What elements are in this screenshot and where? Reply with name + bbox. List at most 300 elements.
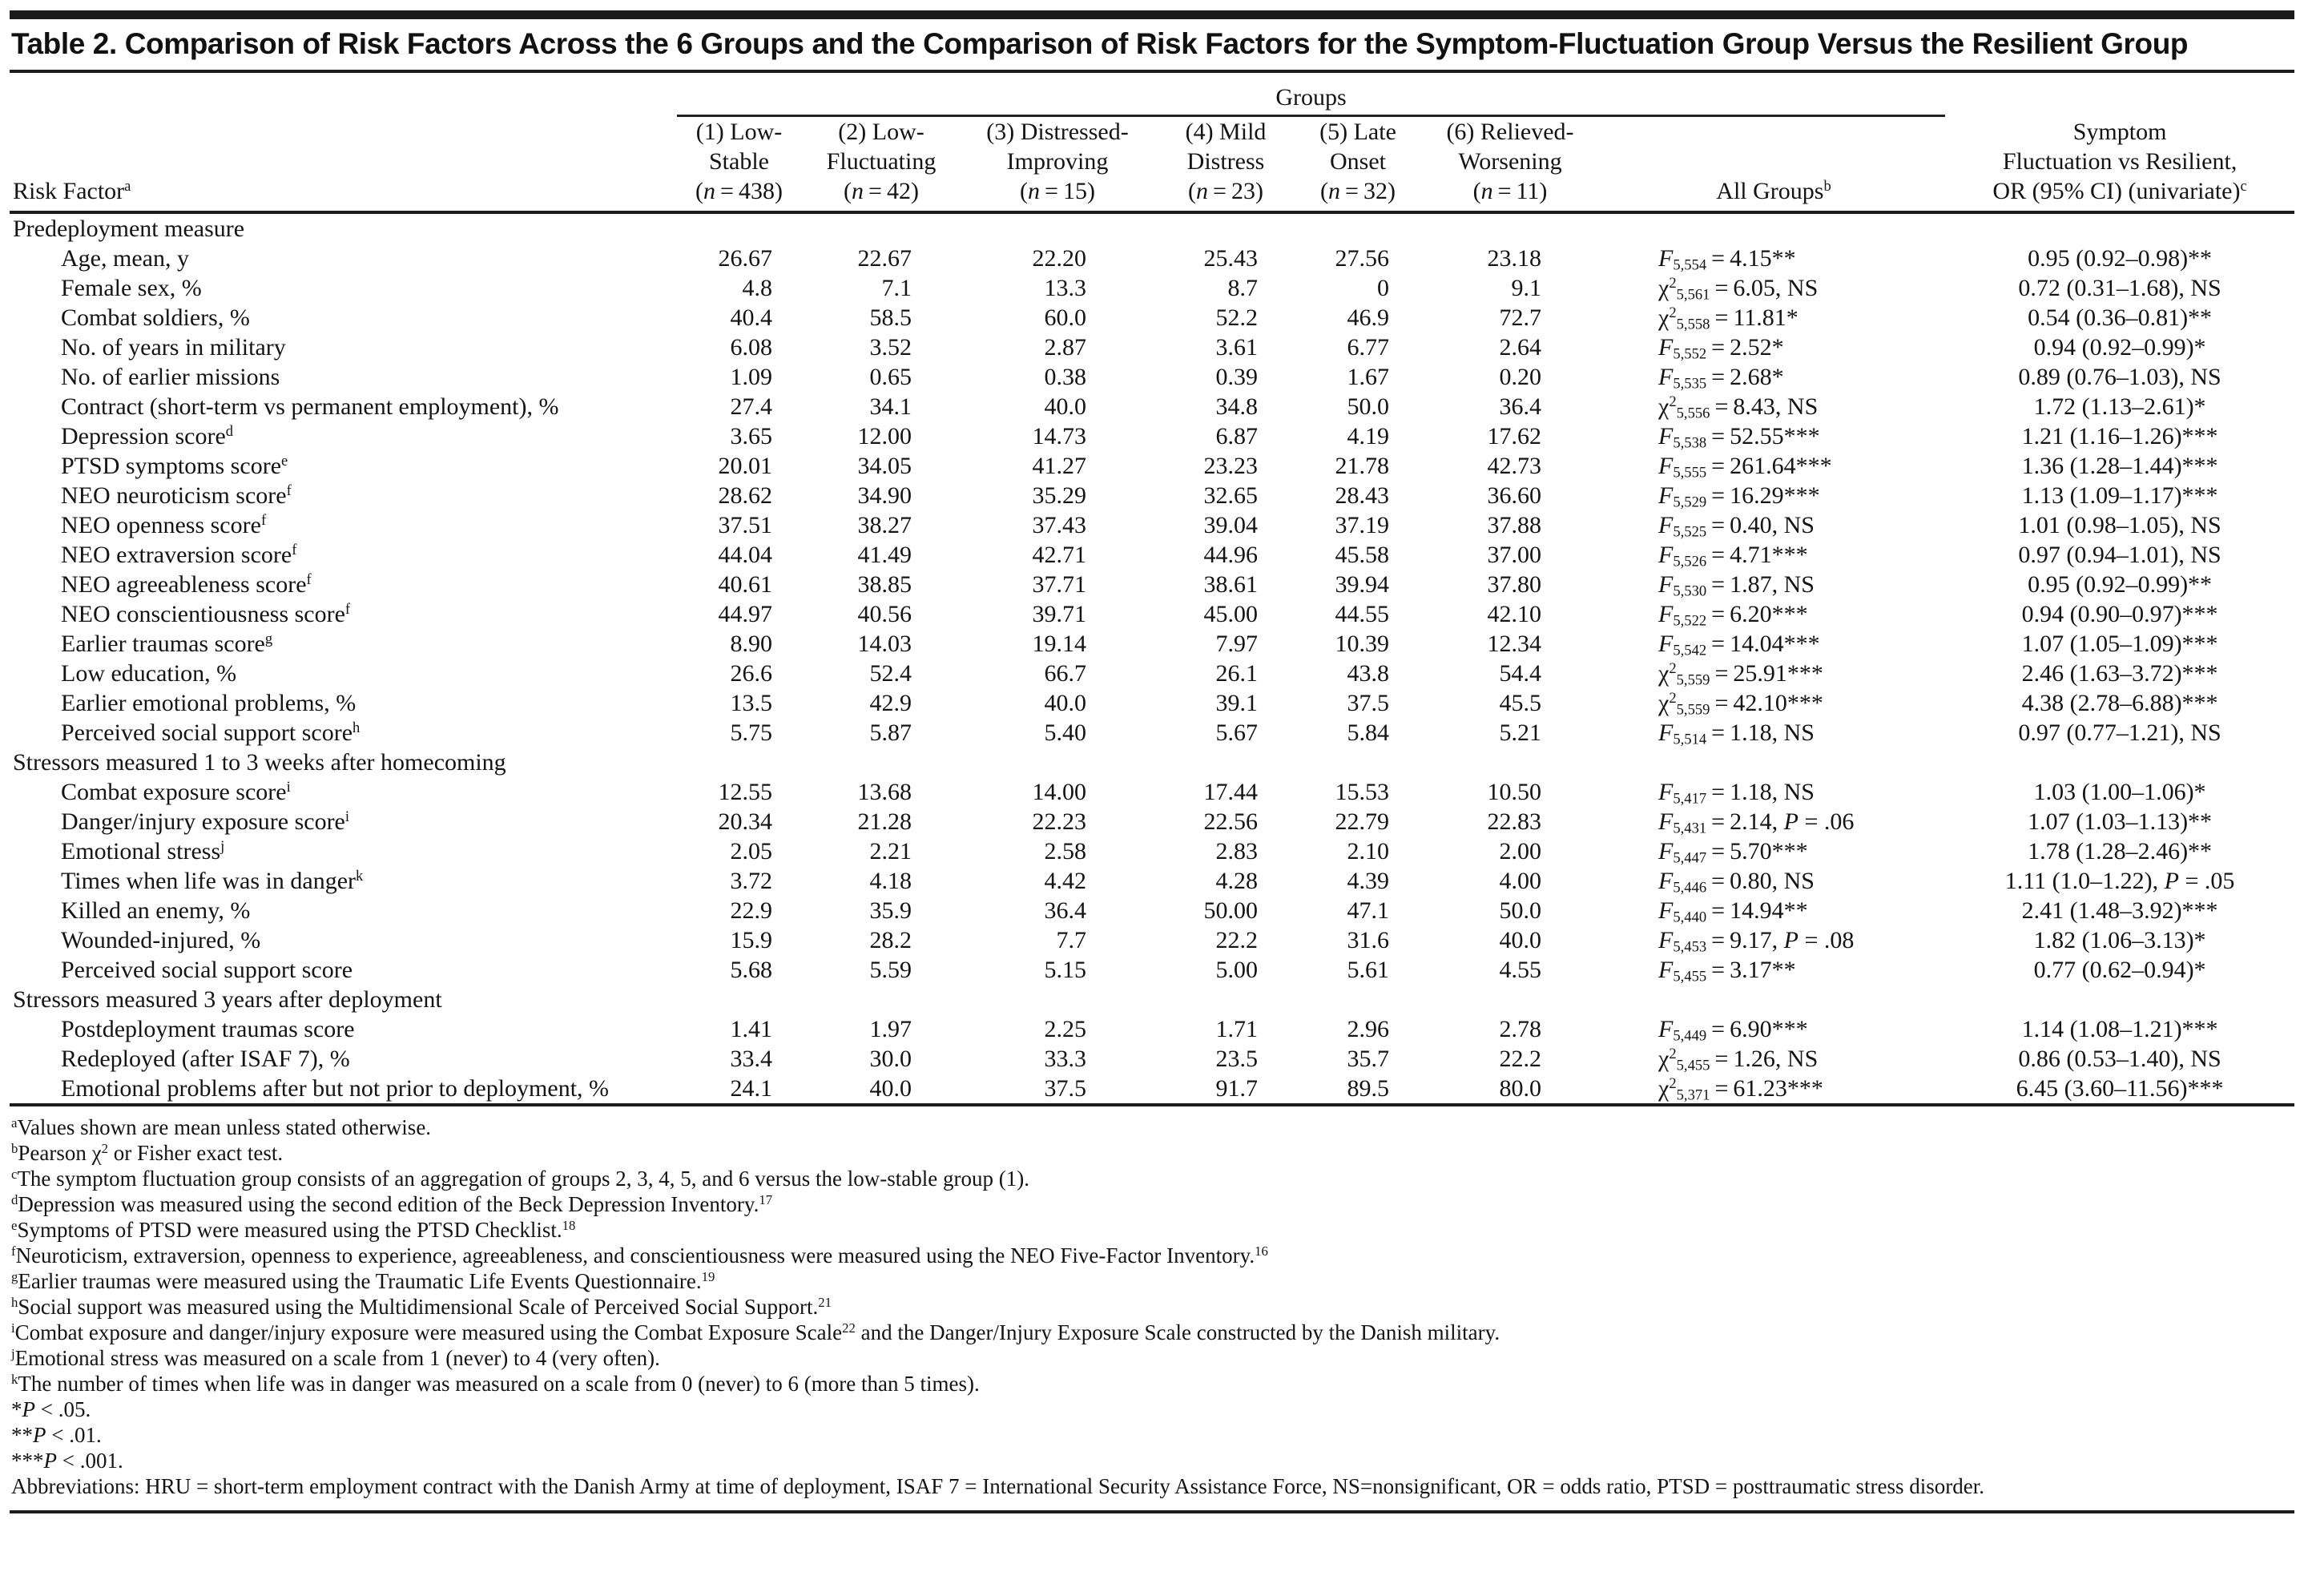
stat-cell: $F_{5,542} = 14.04***$ — [1658, 631, 1820, 659]
or-cell: 0.94 (0.90–0.97)*** — [2021, 601, 2218, 627]
value-cell: 2.64 — [1499, 334, 1541, 361]
or-cell: 6.45 (3.60–11.56)*** — [1945, 1074, 2294, 1105]
value-cell: 3.52 — [869, 334, 912, 361]
value-cell: 8.7 — [1227, 275, 1258, 301]
footnote: $^c$The symptom fluctuation group consists of an aggregation of groups 2, 3, 4, 5, and 6 versus the low-stable group (1). — [11, 1166, 1029, 1191]
value-cell: 26.1 — [1215, 660, 1258, 687]
stat-cell: $\chi^2_{5,559} = 42.10***$ — [1658, 689, 1823, 719]
stat-cell: $F_{5,529} = 16.29***$ — [1658, 482, 1820, 511]
row-label: Earlier emotional problems, % — [61, 690, 356, 716]
stat-cell: $\chi^2_{5,371} = 61.23***$ — [1602, 1074, 1945, 1105]
value-cell: 43.8 — [1347, 660, 1389, 687]
value-cell: 80.0 — [1418, 1074, 1602, 1105]
value-cell: 38.85 — [857, 571, 912, 598]
or-cell: 1.14 (1.08–1.21)*** — [2021, 1016, 2218, 1042]
or-cell: 2.41 (1.48–3.92)*** — [2021, 897, 2218, 924]
table-row — [10, 244, 2294, 273]
section-heading-row — [10, 212, 2294, 244]
spanner-spacer-right — [1945, 73, 2294, 116]
value-cell: 42.73 — [1487, 453, 1541, 479]
table-title: Table 2. Comparison of Risk Factors Across the 6 Groups and the Comparison of Risk Factors for the Symptom-Fluctuation Group Versus the Resilient Group — [11, 27, 2189, 60]
or-cell: 1.07 (1.03–1.13)** — [2028, 808, 2213, 835]
value-cell: 38.27 — [857, 512, 912, 538]
journal-table-page — [0, 10, 2304, 1513]
row-label: No. of earlier missions — [61, 364, 280, 390]
value-cell: 5.59 — [869, 957, 912, 983]
value-cell: 22.20 — [1032, 245, 1086, 272]
value-cell: 45.00 — [1203, 601, 1258, 627]
risk-factor-header-label: Risk Factor — [13, 178, 125, 204]
value-cell: 42.9 — [869, 690, 912, 716]
footnote: $^h$Social support was measured using the Multidimensional Scale of Perceived Social Support.$^{21}$ — [11, 1294, 832, 1319]
or-cell: 0.77 (0.62–0.94)* — [2033, 957, 2206, 983]
all-groups-header — [1602, 116, 1945, 213]
value-cell: 5.68 — [730, 957, 772, 983]
row-label: Emotional stress$^j$ — [61, 837, 225, 864]
stat-cell: $F_{5,538} = 52.55***$ — [1658, 423, 1820, 452]
value-cell: 0.65 — [869, 364, 912, 390]
footnote: $^j$Emotional stress was measured on a scale from 1 (never) to 4 (very often). — [11, 1345, 660, 1370]
value-cell: 54.4 — [1499, 660, 1541, 687]
stat-cell: $F_{5,447} = 5.70***$ — [1658, 838, 1808, 867]
value-cell: 20.34 — [718, 808, 772, 835]
value-cell: 4.00 — [1499, 868, 1541, 894]
value-cell: 27.56 — [1335, 245, 1389, 272]
value-cell: 17.44 — [1203, 779, 1258, 805]
value-cell: 28.43 — [1335, 482, 1389, 509]
row-label: Age, mean, y — [61, 245, 189, 272]
value-cell: 0.38 — [1044, 364, 1086, 390]
row-label: Contract (short-term vs permanent employment), % — [61, 393, 559, 420]
table-row — [10, 866, 2294, 896]
row-label: Redeployed (after ISAF 7), % — [61, 1046, 350, 1072]
stat-cell: $F_{5,455} = 3.17**$ — [1658, 957, 1796, 985]
value-cell: 37.43 — [1032, 512, 1086, 538]
stat-cell: $F_{5,554} = 4.15**$ — [1658, 245, 1796, 274]
column-header-row — [10, 116, 2294, 213]
value-cell: 12.55 — [718, 779, 772, 805]
value-cell: 2.21 — [869, 838, 912, 864]
value-cell: 22.2 — [1215, 927, 1258, 953]
stat-cell: $F_{5,526} = 4.71***$ — [1658, 542, 1808, 570]
risk-factor-header-note: a — [124, 177, 131, 195]
row-label: Wounded-injured, % — [61, 927, 261, 953]
footnote: **P < .01. — [11, 1423, 102, 1447]
or-cell: 1.72 (1.13–2.61)* — [2033, 393, 2206, 420]
footnotes — [10, 1106, 2294, 1499]
stat-cell: $F_{5,525} = 0.40$, NS — [1658, 512, 1815, 541]
value-cell: 4.39 — [1347, 868, 1389, 894]
group-column-header: (6) Relieved- Worsening (n = 11) — [1418, 116, 1602, 213]
stat-cell: $\chi^2_{5,556} = 8.43$, NS — [1658, 393, 1819, 422]
value-cell: 40.0 — [1044, 690, 1086, 716]
value-cell: 39.71 — [1032, 601, 1086, 627]
stat-cell: $F_{5,555} = 261.64***$ — [1658, 453, 1832, 482]
value-cell: 10.50 — [1487, 779, 1541, 805]
table-row — [10, 303, 2294, 332]
value-cell: 42.71 — [1032, 542, 1086, 568]
row-label: Female sex, % — [61, 275, 202, 301]
value-cell: 41.27 — [1032, 453, 1086, 479]
value-cell: 6.87 — [1215, 423, 1258, 449]
value-cell: 12.00 — [857, 423, 912, 449]
footnote: $^f$Neuroticism, extraversion, openness to experience, agreeableness, and conscientiousness were measured using the NEO Five-Factor Inventory.$^{16}$ — [11, 1243, 1268, 1268]
row-label: NEO openness score$^f$ — [61, 511, 267, 538]
value-cell: 37.19 — [1335, 512, 1389, 538]
value-cell: 5.67 — [1215, 719, 1258, 746]
table-row — [10, 510, 2294, 540]
row-label: PTSD symptoms score$^e$ — [61, 452, 288, 479]
value-cell: 60.0 — [1044, 304, 1086, 331]
row-label: NEO agreeableness score$^f$ — [61, 570, 312, 598]
or-cell: 1.36 (1.28–1.44)*** — [2021, 453, 2218, 479]
value-cell: 40.0 — [1499, 927, 1541, 953]
stat-cell: $F_{5,440} = 14.94**$ — [1658, 897, 1808, 926]
value-cell: 42.10 — [1487, 601, 1541, 627]
row-label: Perceived social support score$^h$ — [61, 719, 361, 746]
value-cell: 2.58 — [1044, 838, 1086, 864]
value-cell: 8.90 — [730, 631, 772, 657]
table-row — [10, 540, 2294, 570]
value-cell: 52.4 — [869, 660, 912, 687]
value-cell: 39.1 — [1215, 690, 1258, 716]
value-cell: 32.65 — [1203, 482, 1258, 509]
value-cell: 34.90 — [857, 482, 912, 509]
value-cell: 24.1 — [677, 1074, 801, 1105]
or-cell: 1.82 (1.06–3.13)* — [2033, 927, 2206, 953]
stat-cell: $\chi^2_{5,561} = 6.05$, NS — [1658, 274, 1819, 304]
value-cell: 20.01 — [718, 453, 772, 479]
value-cell: 1.67 — [1347, 364, 1389, 390]
groups-spanner-row — [10, 73, 2294, 116]
value-cell: 13.5 — [730, 690, 772, 716]
value-cell: 5.61 — [1347, 957, 1389, 983]
value-cell: 2.25 — [1044, 1016, 1086, 1042]
group-column-header: (5) Late Onset (n = 32) — [1298, 116, 1418, 213]
value-cell: 91.7 — [1154, 1074, 1298, 1105]
value-cell: 34.05 — [857, 453, 912, 479]
footnote: $^k$The number of times when life was in danger was measured on a scale from 0 (never) to 6 (more than 5 times). — [11, 1371, 980, 1396]
value-cell: 44.96 — [1203, 542, 1258, 568]
table-row — [10, 925, 2294, 955]
value-cell: 13.3 — [1044, 275, 1086, 301]
value-cell: 45.5 — [1499, 690, 1541, 716]
value-cell: 22.79 — [1335, 808, 1389, 835]
table-row — [10, 392, 2294, 421]
value-cell: 2.78 — [1499, 1016, 1541, 1042]
or-cell: 0.72 (0.31–1.68), NS — [2018, 275, 2221, 301]
value-cell: 26.6 — [730, 660, 772, 687]
value-cell: 7.1 — [881, 275, 912, 301]
group-column-header: (2) Low- Fluctuating (n = 42) — [801, 116, 961, 213]
value-cell: 4.42 — [1044, 868, 1086, 894]
row-label: No. of years in military — [61, 334, 286, 361]
all-groups-header-label: All Groups — [1716, 178, 1824, 204]
row-label: Low education, % — [61, 660, 237, 687]
value-cell: 7.7 — [1056, 927, 1086, 953]
table-row — [10, 1074, 2294, 1105]
value-cell: 31.6 — [1347, 927, 1389, 953]
or-cell: 2.46 (1.63–3.72)*** — [2021, 660, 2218, 687]
value-cell: 4.18 — [869, 868, 912, 894]
value-cell: 52.2 — [1215, 304, 1258, 331]
row-label: NEO neuroticism score$^f$ — [61, 482, 292, 509]
table-row — [10, 688, 2294, 718]
value-cell: 1.97 — [869, 1016, 912, 1042]
or-cell: 1.21 (1.16–1.26)*** — [2021, 423, 2218, 449]
value-cell: 21.78 — [1335, 453, 1389, 479]
value-cell: 50.0 — [1499, 897, 1541, 924]
risk-factor-header — [10, 116, 677, 213]
or-header-line3: OR (95% CI) (univariate)$^c$ — [1992, 177, 2247, 204]
value-cell: 2.05 — [730, 838, 772, 864]
or-cell: 0.95 (0.92–0.99)** — [2028, 571, 2213, 598]
section-heading: Stressors measured 1 to 3 weeks after homecoming — [13, 749, 506, 776]
value-cell: 14.03 — [857, 631, 912, 657]
value-cell: 45.58 — [1335, 542, 1389, 568]
or-header-line2: Fluctuation vs Resilient, — [2002, 148, 2238, 175]
table-row — [10, 1014, 2294, 1044]
section-heading-row — [10, 748, 2294, 777]
value-cell: 10.39 — [1335, 631, 1389, 657]
value-cell: 37.71 — [1032, 571, 1086, 598]
value-cell: 5.15 — [1044, 957, 1086, 983]
value-cell: 6.08 — [730, 334, 772, 361]
value-cell: 22.67 — [857, 245, 912, 272]
or-cell: 1.11 (1.0–1.22), P = .05 — [2004, 868, 2235, 894]
value-cell: 2.96 — [1347, 1016, 1389, 1042]
group-column-header: (1) Low- Stable (n = 438) — [677, 116, 801, 213]
value-cell: 50.0 — [1347, 393, 1389, 420]
value-cell: 40.4 — [730, 304, 772, 331]
group-column-header: (3) Distressed- Improving (n = 15) — [961, 116, 1154, 213]
footnote: $^a$Values shown are mean unless stated otherwise. — [11, 1114, 432, 1139]
spanner-spacer-left — [10, 73, 677, 116]
value-cell: 30.0 — [869, 1046, 912, 1072]
stat-cell: $F_{5,417} = 1.18$, NS — [1658, 779, 1815, 808]
table-row — [10, 1044, 2294, 1074]
value-cell: 4.8 — [742, 275, 772, 301]
value-cell: 4.19 — [1347, 423, 1389, 449]
value-cell: 37.88 — [1487, 512, 1541, 538]
value-cell: 2.00 — [1499, 838, 1541, 864]
stat-cell: $\chi^2_{5,559} = 25.91***$ — [1658, 659, 1823, 689]
row-label: Earlier traumas score$^g$ — [61, 630, 273, 657]
value-cell: 13.68 — [857, 779, 912, 805]
footnote: $^i$Combat exposure and danger/injury exposure were measured using the Combat Exposure Scale$^{22}$ and the Danger/Injury Exposure Scale constructed by the Danish military. — [11, 1320, 1500, 1344]
or-cell: 0.95 (0.92–0.98)** — [2028, 245, 2213, 272]
value-cell: 66.7 — [1044, 660, 1086, 687]
value-cell: 3.65 — [730, 423, 772, 449]
table-row — [10, 659, 2294, 688]
value-cell: 47.1 — [1347, 897, 1389, 924]
row-label: Killed an enemy, % — [61, 897, 251, 924]
table-row — [10, 718, 2294, 748]
value-cell: 2.87 — [1044, 334, 1086, 361]
value-cell: 2.10 — [1347, 838, 1389, 864]
or-cell: 0.94 (0.92–0.99)* — [2033, 334, 2206, 361]
value-cell: 22.2 — [1499, 1046, 1541, 1072]
value-cell: 34.8 — [1215, 393, 1258, 420]
footnote: Abbreviations: HRU = short-term employment contract with the Danish Army at time of deployment, ISAF 7 = International Security Assistance Force, NS=nonsignificant, OR = odds ratio, PTSD = posttraumatic stress disorder. — [11, 1474, 1985, 1498]
table-row — [10, 836, 2294, 866]
value-cell: 9.1 — [1511, 275, 1541, 301]
value-cell: 5.40 — [1044, 719, 1086, 746]
value-cell: 5.87 — [869, 719, 912, 746]
value-cell: 21.28 — [857, 808, 912, 835]
value-cell: 3.61 — [1215, 334, 1258, 361]
value-cell: 19.14 — [1032, 631, 1086, 657]
stat-cell: $F_{5,522} = 6.20***$ — [1658, 601, 1808, 630]
value-cell: 22.56 — [1203, 808, 1258, 835]
value-cell: 26.67 — [718, 245, 772, 272]
value-cell: 5.21 — [1499, 719, 1541, 746]
or-cell: 1.13 (1.09–1.17)*** — [2021, 482, 2218, 509]
value-cell: 25.43 — [1203, 245, 1258, 272]
value-cell: 23.5 — [1215, 1046, 1258, 1072]
or-cell: 1.03 (1.00–1.06)* — [2033, 779, 2206, 805]
value-cell: 0 — [1377, 275, 1389, 301]
section-heading-row — [10, 985, 2294, 1014]
value-cell: 0.20 — [1499, 364, 1541, 390]
value-cell: 15.53 — [1335, 779, 1389, 805]
row-label: Emotional problems after but not prior to deployment, % — [10, 1074, 677, 1105]
table-row — [10, 332, 2294, 362]
value-cell: 23.18 — [1487, 245, 1541, 272]
value-cell: 36.4 — [1044, 897, 1086, 924]
stat-cell: $F_{5,552} = 2.52*$ — [1658, 334, 1784, 363]
footnote: $^b$Pearson $\chi^2$ or Fisher exact test. — [11, 1140, 284, 1165]
value-cell: 5.84 — [1347, 719, 1389, 746]
row-label: Combat exposure score$^i$ — [61, 778, 291, 805]
value-cell: 39.04 — [1203, 512, 1258, 538]
value-cell: 33.4 — [730, 1046, 772, 1072]
row-label: NEO conscientiousness score$^f$ — [61, 600, 351, 627]
value-cell: 37.5 — [1347, 690, 1389, 716]
or-cell: 0.86 (0.53–1.40), NS — [2018, 1046, 2221, 1072]
value-cell: 44.04 — [718, 542, 772, 568]
footnote: $^g$Earlier traumas were measured using the Traumatic Life Events Questionnaire.$^{19}$ — [11, 1268, 715, 1293]
row-label: Danger/injury exposure score$^i$ — [61, 808, 350, 835]
table-row — [10, 451, 2294, 481]
or-header-line1: Symptom — [2072, 119, 2167, 145]
value-cell: 50.00 — [1203, 897, 1258, 924]
stat-cell: $F_{5,446} = 0.80$, NS — [1658, 868, 1815, 897]
stat-cell: $\chi^2_{5,455} = 1.26$, NS — [1658, 1045, 1819, 1074]
bottom-rule — [10, 1510, 2294, 1513]
value-cell: 44.97 — [718, 601, 772, 627]
value-cell: 34.1 — [869, 393, 912, 420]
table-row — [10, 955, 2294, 985]
value-cell: 37.80 — [1487, 571, 1541, 598]
table-row — [10, 421, 2294, 451]
section-heading: Stressors measured 3 years after deployment — [13, 986, 442, 1013]
value-cell: 12.34 — [1487, 631, 1541, 657]
value-cell: 35.29 — [1032, 482, 1086, 509]
or-cell: 1.01 (0.98–1.05), NS — [2018, 512, 2221, 538]
groups-spanner-label: Groups — [677, 73, 1945, 116]
stat-cell: $F_{5,530} = 1.87$, NS — [1658, 571, 1815, 600]
value-cell: 38.61 — [1203, 571, 1258, 598]
footnote: $^d$Depression was measured using the second edition of the Beck Depression Inventory.$^{17}$ — [11, 1191, 773, 1216]
value-cell: 36.60 — [1487, 482, 1541, 509]
footnote: *P < .05. — [11, 1397, 91, 1421]
value-cell: 41.49 — [857, 542, 912, 568]
table-row — [10, 777, 2294, 807]
value-cell: 4.55 — [1499, 957, 1541, 983]
value-cell: 35.7 — [1347, 1046, 1389, 1072]
table-row — [10, 599, 2294, 629]
row-label: NEO extraversion score$^f$ — [61, 541, 297, 568]
value-cell: 14.73 — [1032, 423, 1086, 449]
stat-cell: $F_{5,431} = 2.14$, P = .06 — [1658, 808, 1855, 837]
row-label: Depression score$^d$ — [61, 422, 234, 449]
value-cell: 17.62 — [1487, 423, 1541, 449]
value-cell: 89.5 — [1298, 1074, 1418, 1105]
risk-factors-table — [10, 73, 2294, 1106]
value-cell: 7.97 — [1215, 631, 1258, 657]
top-rule — [10, 10, 2294, 19]
stat-cell: $\chi^2_{5,558} = 11.81*$ — [1658, 304, 1798, 333]
value-cell: 72.7 — [1499, 304, 1541, 331]
value-cell: 3.72 — [730, 868, 772, 894]
value-cell: 15.9 — [730, 927, 772, 953]
or-cell: 0.54 (0.36–0.81)** — [2028, 304, 2213, 331]
group-column-header: (4) Mild Distress (n = 23) — [1154, 116, 1298, 213]
table-row — [10, 807, 2294, 836]
value-cell: 4.28 — [1215, 868, 1258, 894]
section-heading: Predeployment measure — [13, 216, 245, 242]
value-cell: 22.83 — [1487, 808, 1541, 835]
value-cell: 58.5 — [869, 304, 912, 331]
table-row — [10, 629, 2294, 659]
value-cell: 23.23 — [1203, 453, 1258, 479]
value-cell: 33.3 — [1044, 1046, 1086, 1072]
row-label: Combat soldiers, % — [61, 304, 250, 331]
value-cell: 1.71 — [1215, 1016, 1258, 1042]
table-row — [10, 273, 2294, 303]
or-cell: 0.89 (0.76–1.03), NS — [2018, 364, 2221, 390]
table-row — [10, 362, 2294, 392]
value-cell: 0.39 — [1215, 364, 1258, 390]
all-groups-header-note: b — [1823, 177, 1831, 195]
or-cell: 0.97 (0.77–1.21), NS — [2018, 719, 2221, 746]
value-cell: 44.55 — [1335, 601, 1389, 627]
value-cell: 22.23 — [1032, 808, 1086, 835]
value-cell: 6.77 — [1347, 334, 1389, 361]
table-row — [10, 481, 2294, 510]
value-cell: 36.4 — [1499, 393, 1541, 420]
or-cell: 0.97 (0.94–1.01), NS — [2018, 542, 2221, 568]
value-cell: 27.4 — [730, 393, 772, 420]
value-cell: 22.9 — [730, 897, 772, 924]
footnote: ***P < .001. — [11, 1449, 123, 1473]
value-cell: 1.41 — [730, 1016, 772, 1042]
table-row — [10, 896, 2294, 925]
value-cell: 37.5 — [961, 1074, 1154, 1105]
value-cell: 2.83 — [1215, 838, 1258, 864]
value-cell: 28.2 — [869, 927, 912, 953]
value-cell: 14.00 — [1032, 779, 1086, 805]
or-cell: 1.07 (1.05–1.09)*** — [2021, 631, 2218, 657]
stat-cell: $F_{5,453} = 9.17$, P = .08 — [1658, 927, 1855, 956]
or-column-header — [1945, 116, 2294, 213]
value-cell: 37.51 — [718, 512, 772, 538]
or-cell: 4.38 (2.78–6.88)*** — [2021, 690, 2218, 716]
row-label: Postdeployment traumas score — [61, 1016, 355, 1042]
stat-cell: $F_{5,535} = 2.68*$ — [1658, 364, 1784, 393]
stat-cell: $F_{5,449} = 6.90***$ — [1658, 1016, 1808, 1045]
